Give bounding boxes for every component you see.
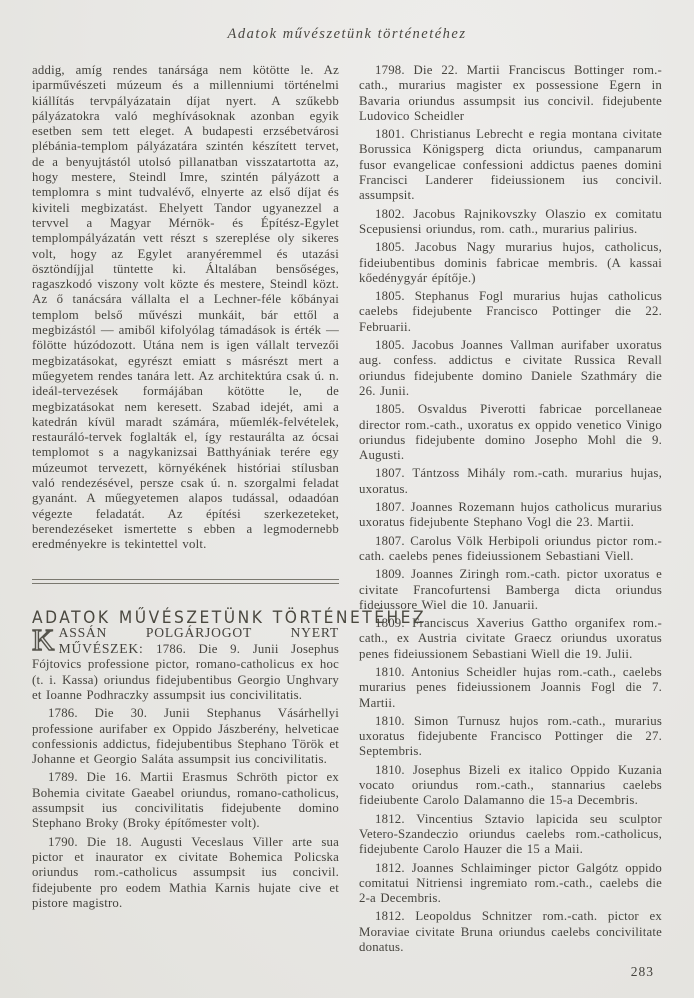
- registry-entry: 1786. Die 30. Junii Stephanus Vásárhellyi professione aurifaber ex Oppido Jászberény, helveticae confessionis addictus, fidejubentibus Stephano Török et Johanne et Georgio Saláta assumpsit ius concivilitatis.: [32, 706, 339, 767]
- article-continuation-paragraph: addig, amíg rendes tanársága nem kötötte le. Az iparművészeti múzeum és a millenniumi történelmi kiállítás tervpályázatain díjat nyert. A szűkebb pályázatokra való meghívásoknak azonban egyik esetben sem tett eleget. A budapesti erzsébetvárosi plébánia-templom pályázatára szintén készített tervet, de a benyujtástól utolsó pillanatban visszatartotta az, hogy mestere, Steindl Imre, szintén pályázott a templomra s mint tudvalévő, elnyerte az első díjat és kiviteli megbizatást. Ehelyett Tandor ugyanezzel a tervvel a Magyar Mérnök- és Építész-Egylet templompályázatán vett részt s szereplése oly sikeres volt, hogy az Egylet aranyéremmel és utazási ösztöndíjjal tüntette ki. Általában bensőséges, ragaszkodó viszony volt közte és mestere, Steindl közt. Az ő tanácsára vállalta el a Lechner-féle kőbányai templom belső művészi munkáit, bár ettől a megbizástól — amiből kifolyólag támadások is érték — fölötte húzódozott. Utána nem is igen vállalt tervezői megbizatásokat, egyrészt emiatt s másrészt mert a műegyetem rendes tanára lett. Az architektúra csak ú. n. ideál-tervezések formájában kötötte le, de megbizatásokat nem keresett. Szabad idejét, ami a katedrán kívül maradt számára, műemlék-felvételek, restauráló-tervek foglalták el, így restaurálta az ócsai templomot s a nagykanizsai Batthyániak terére egy múzeumot tervezett, környékének históriai stílusban való rendezésével, persze csak ú. n. szorgalmi feladat gyanánt. A műegyetemen alapos tudással, odaadóan végezte feladatát. Az építési szerkezeteket, berendezéseket ismertette s ebben a legmodernebb eredményekre is tekintettel volt.: [32, 63, 339, 552]
- page-number: 283: [630, 964, 654, 979]
- registry-entry: 1805. Jacobus Joannes Vallman aurifaber uxoratus aug. confess. addictus e civitate Russica Revall oriundus fidejubente domino Daniele Szathmáry die 26. Junii.: [359, 338, 662, 398]
- registry-entry: 1809. Franciscus Xaverius Gattho organifex rom.-cath., ex Austria civitate Graecz oriundus uxoratus penes fideiussionem Sebastiani Wiell die 19. Julii.: [359, 616, 662, 661]
- registry-entry: 1805. Stephanus Fogl murarius hujas catholicus caelebs fidejubente Francisco Pottinger die 22. Februarii.: [359, 289, 662, 334]
- registry-entry: 1810. Josephus Bizeli ex italico Oppido Kuzania vocato oriundus rom.-cath., stannarius caelebs fideiubente Carolo Dalamanno die 15-a Decembris.: [359, 762, 662, 808]
- section-heading: ADATOK MŰVÉSZETÜNK TÖRTÉNETÉHEZ: [32, 607, 427, 627]
- section-divider-rule: [32, 579, 339, 584]
- registry-entry: 1810. Simon Turnusz hujos rom.-cath., murarius uxoratus fidejubente Francisco Pottinger die 27. Septembris.: [359, 713, 662, 759]
- registry-lead-in-title: ASSÁN POLGÁRJOGOT NYERT MŰVÉSZEK:: [58, 624, 339, 657]
- left-column: [32, 63, 427, 955]
- running-header: Adatok művészetünk történetéhez: [227, 26, 467, 42]
- registry-entry: 1807. Carolus Völk Herbipoli oriundus pictor rom.-cath. caelebs penes fideiussionem Sebastiani Viell.: [359, 533, 662, 563]
- registry-entry: 1790. Die 18. Augusti Veceslaus Viller arte sua pictor et inaurator ex civitate Bohemica Policska oriundus rom.-catholicus assumpsit ius concivil. fidejubente pro eodem Mathia Karnis hujate cive et pistore magistro.: [32, 834, 339, 910]
- dropcap-initial: K: [32, 621, 55, 657]
- registry-entry: 1801. Christianus Lebrecht e regia montana civitate Borussica Königsperg dicta oriundus, campanarum fusor evangelicae confessioni addictus paenes domini Francisci Landerer fideiussionem ius concivil. assumpsit.: [359, 127, 662, 203]
- registry-entry: 1802. Jacobus Rajnikovszky Olaszio ex comitatu Scepusiensi oriundus, rom. cath., murarius palirius.: [359, 206, 662, 236]
- registry-entry: 1807. Tántzoss Mihály rom.-cath. murarius hujas, uxoratus.: [359, 466, 662, 496]
- two-column-layout: [32, 63, 662, 955]
- registry-entry: 1805. Osvaldus Piverotti fabricae porcellaneae director rom.-cath., uxoratus ex oppido venetico Vinigo oriundus fidejubente domino Josepho Mohl die 9. Augusti.: [359, 402, 662, 463]
- registry-lead-entry: [32, 621, 339, 703]
- registry-entry: 1810. Antonius Scheidler hujas rom.-cath., caelebs murarius penes fideiussionem Joannis Fogl die 7. Martii.: [359, 664, 662, 710]
- registry-entry: 1789. Die 16. Martii Erasmus Schröth pictor ex Bohemia civitate Gaeabel oriundus, romano-catholicus, assumpsit ius concivilitatis fidejubente domino Stephano Broky (Broky építőmester volt).: [32, 770, 339, 831]
- registry-entry: 1798. Die 22. Martii Franciscus Bottinger rom.-cath., murarius magister ex possessione Egern in Bavaria oriundus assumpsit ius concivil. fidejubente Ludovico Scheidler: [359, 63, 662, 123]
- registry-entry: 1807. Joannes Rozemann hujos catholicus murarius uxoratus fidejubente Stephano Vogl die 23. Martii.: [359, 500, 662, 530]
- registry-entry: 1812. Joannes Schlaiminger pictor Galgótz oppido comitatui Nitriensi ingremiato rom.-cath., caelebs die 2-a Decembris.: [359, 860, 662, 906]
- right-column: [359, 63, 662, 955]
- registry-entry: 1812. Vincentius Sztavio lapicida seu sculptor Vetero-Szandeczio oriundus caelebs rom.-catholicus, fidejubente Carolo Hauzer die 15 a Maii.: [359, 811, 662, 857]
- registry-entry: 1812. Leopoldus Schnitzer rom.-cath. pictor ex Moraviae civitate Bruna oriundus caelebs concivilitate donatus.: [359, 909, 662, 955]
- registry-lead-entry-text: 1786. Die 9. Junii Josephus Fójtovics professione pictor, romano-catholicus ex hoc (t. i. Kassa) oriundus fidejubentibus Georgio Unghvary et Ioanne Podhraczky assumpsit ius concivilitatis.: [32, 642, 339, 702]
- registry-entry: 1805. Jacobus Nagy murarius hujos, catholicus, fideiubentibus dominis fabricae membris. (A kassai kőedénygyár építője.): [359, 240, 662, 285]
- registry-entry: 1809. Joannes Ziringh rom.-cath. pictor uxoratus e civitate Francofurtensi Bamberga dicta oriundus fideiussore Wiel die 10. Januarii.: [359, 567, 662, 612]
